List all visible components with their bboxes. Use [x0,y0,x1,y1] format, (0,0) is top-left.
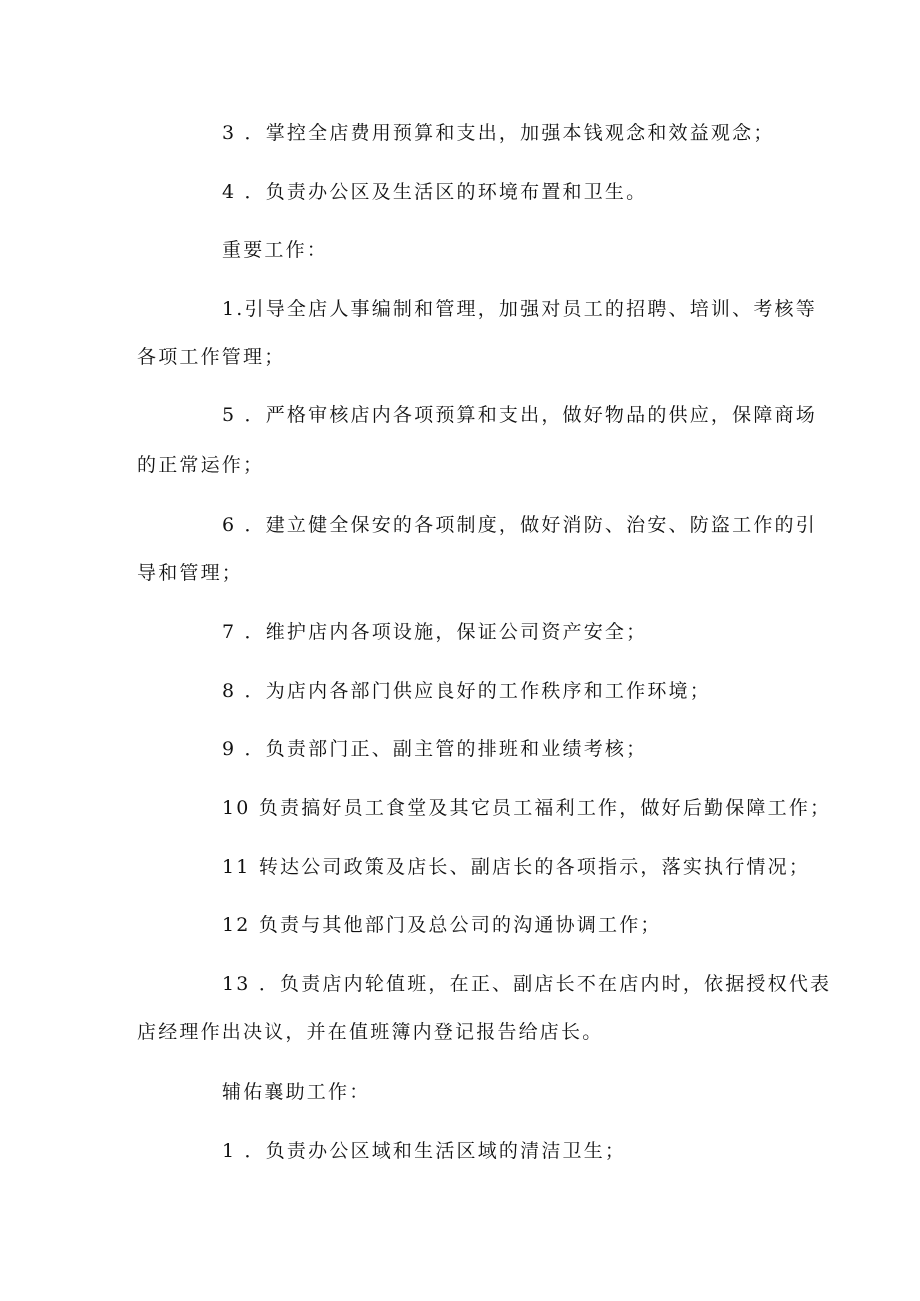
duty-item-10: 10 负责搞好员工食堂及其它员工福利工作，做好后勤保障工作； [222,797,832,819]
duty-item-7: 7 ．维护店内各项设施，保证公司资产安全； [222,621,648,643]
duty-item-8: 8 ．为店内各部门供应良好的工作秩序和工作环境； [222,680,711,702]
auxiliary-item-1: 1 ．负责办公区域和生活区域的清洁卫生； [222,1140,627,1162]
duty-item-11: 11 转达公司政策及店长、副店长的各项指示，落实执行情况； [222,856,811,878]
duty-item-13-line-2: 店经理作出决议，并在值班簿内登记报告给店长。 [137,1021,604,1043]
section-heading-auxiliary-duties: 辅佑襄助工作： [222,1081,371,1103]
duty-item-9: 9 ．负责部门正、副主管的排班和业绩考核； [222,738,648,760]
section-heading-main-duties: 重要工作： [222,239,329,261]
duty-item-5-line-2: 的正常运作； [137,454,265,476]
duty-item-6-line-2: 导和管理； [137,562,244,584]
duty-item-13-line-1: 13 ．负责店内轮值班，在正、副店长不在店内时，依据授权代表 [222,973,832,995]
duty-item-6-line-1: 6 ．建立健全保安的各项制度，做好消防、治安、防盗工作的引 [222,514,817,536]
duty-item-1-line-2: 各项工作管理； [137,346,286,368]
duty-item-12: 12 负责与其他部门及总公司的沟通协调工作； [222,914,662,936]
paragraph-item-3: 3 ．掌控全店费用预算和支出，加强本钱观念和效益观念； [222,122,775,144]
paragraph-item-4: 4 ．负责办公区及生活区的环境布置和卫生。 [222,181,648,203]
duty-item-5-line-1: 5 ．严格审核店内各项预算和支出，做好物品的供应，保障商场 [222,404,817,426]
duty-item-1-line-1: 1.引导全店人事编制和管理，加强对员工的招聘、培训、考核等 [222,298,817,320]
